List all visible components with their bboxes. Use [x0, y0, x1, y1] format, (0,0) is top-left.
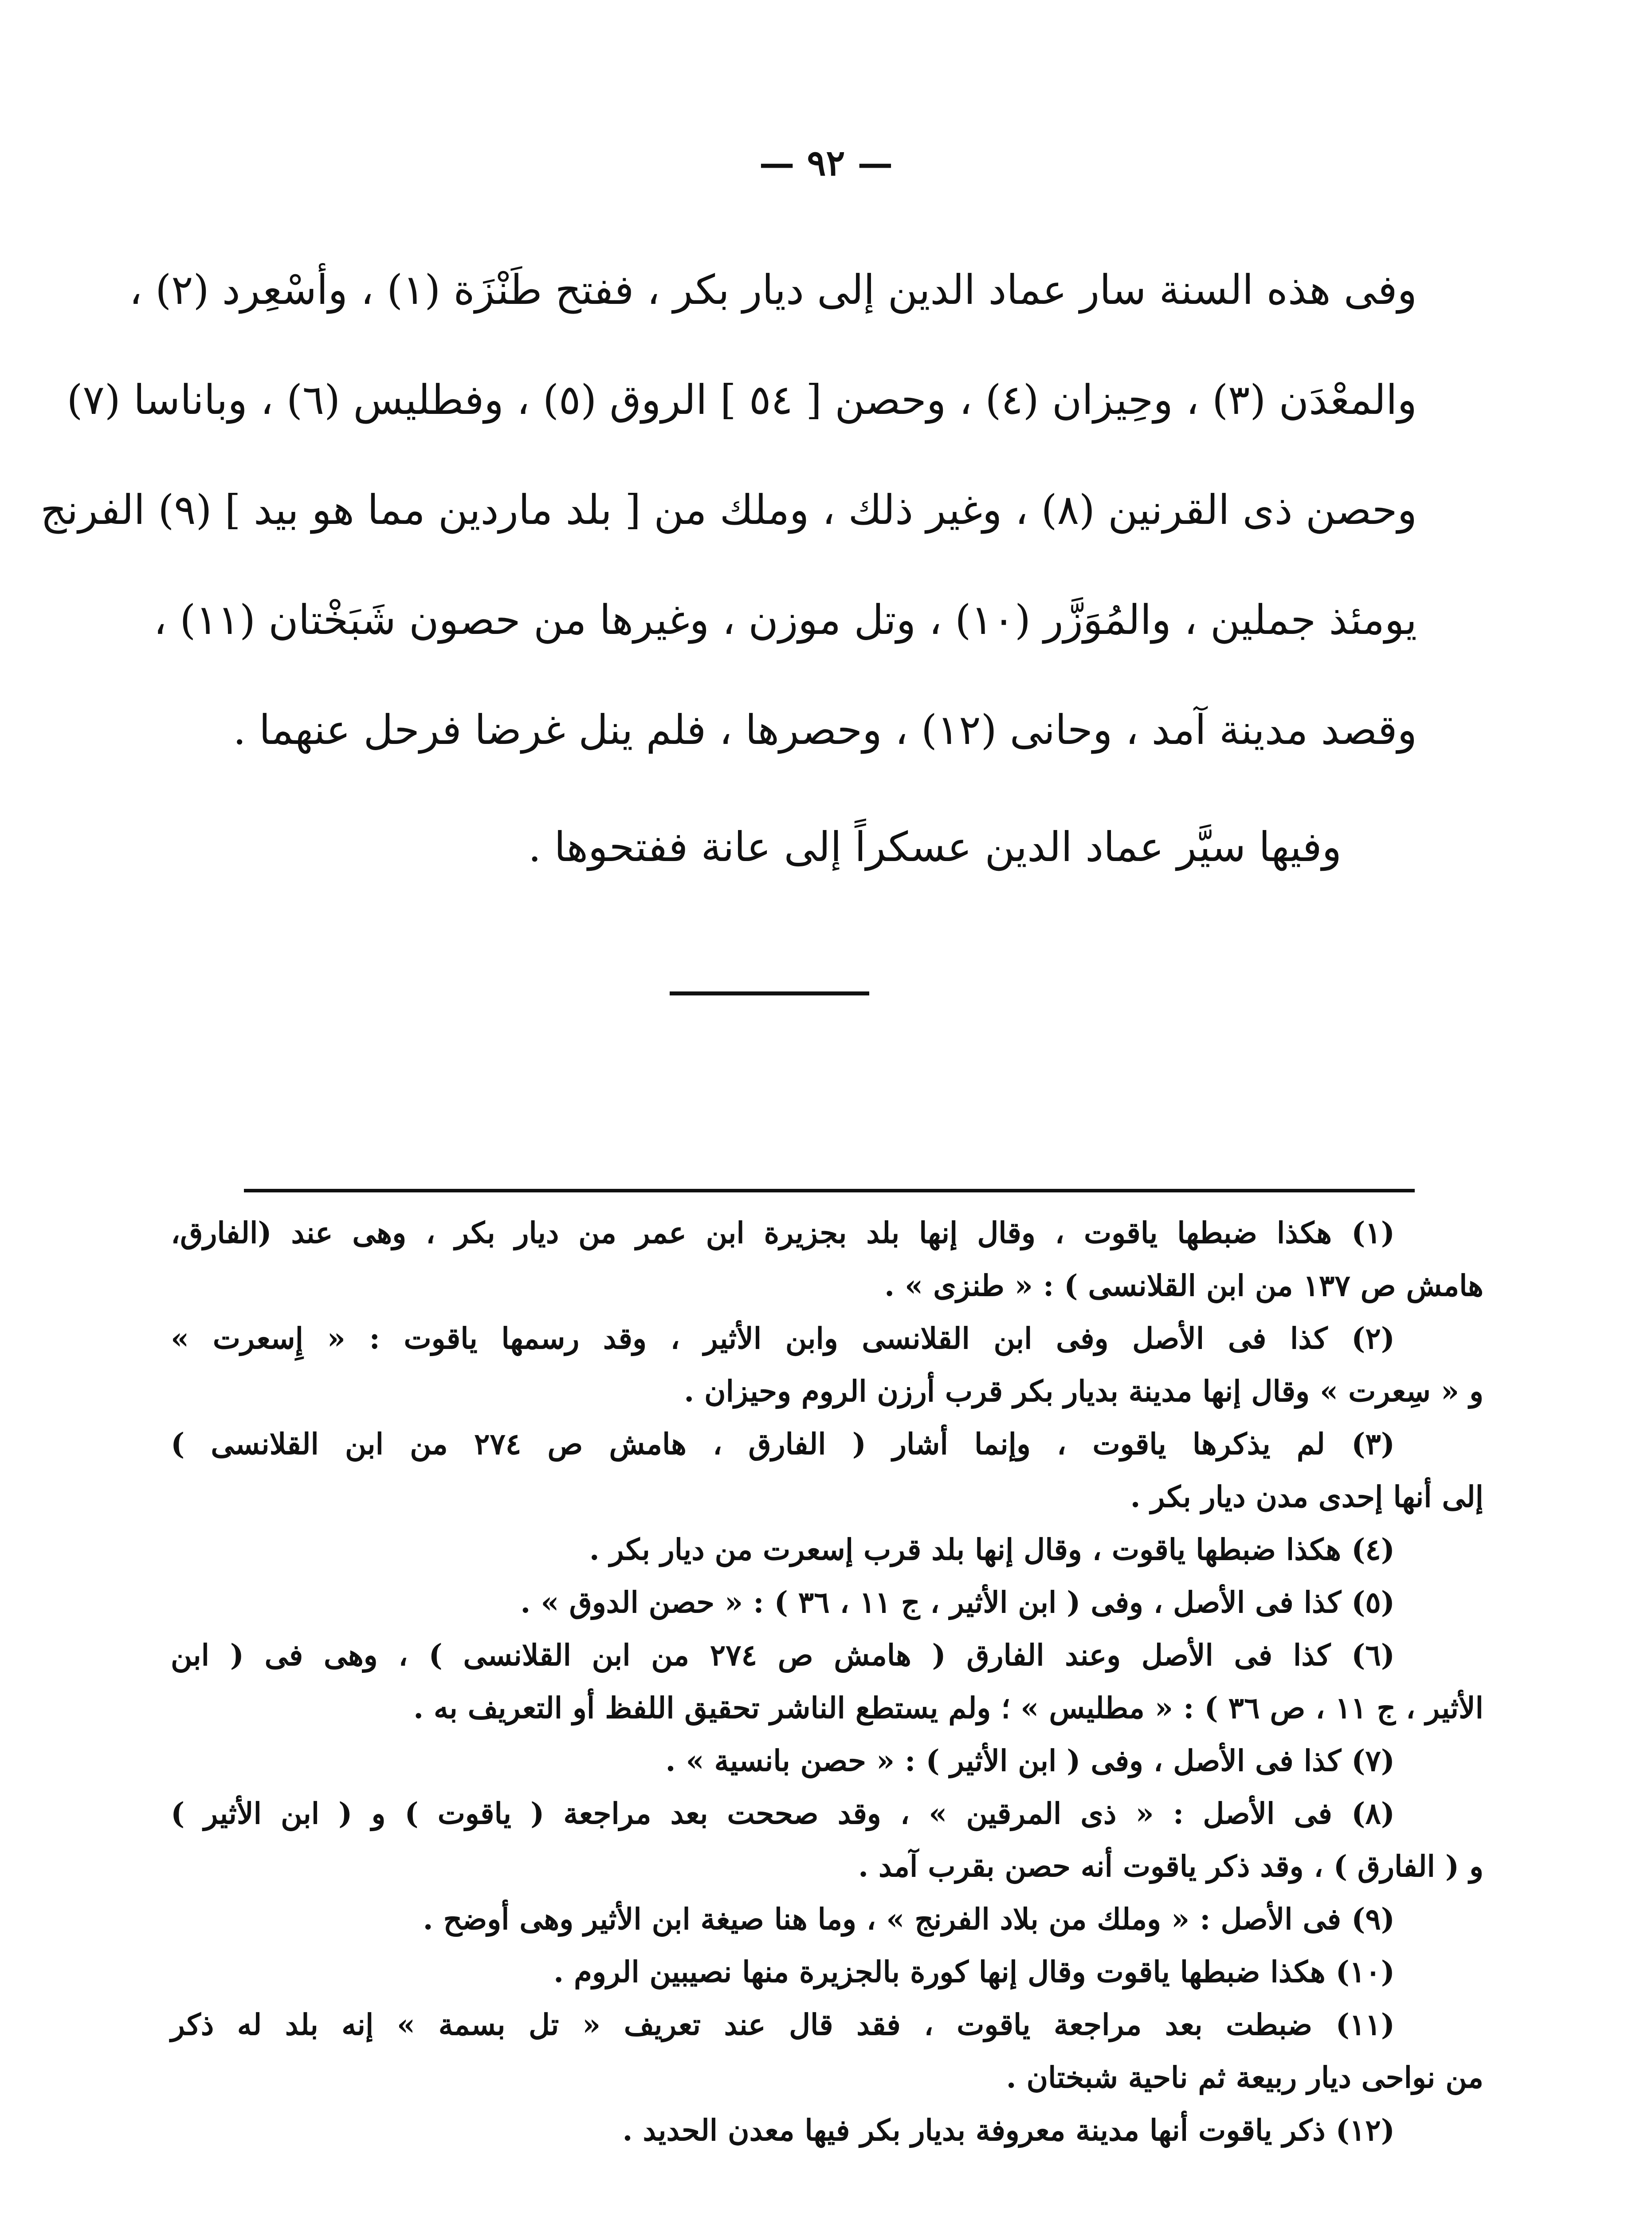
footnote-line: (١١) ضبطت بعد مراجعة ياقوت ، فقد قال عند تعريف « تل بسمة » إنه بلد له ذكر — [171, 2007, 1395, 2042]
main-line: يومئذ جملين ، والمُوَزَّر (١٠) ، وتل موزن ، وغيرها من حصون شَبَخْتان (١١) ، — [153, 596, 1417, 644]
main-line: وفى هذه السنة سار عماد الدين إلى ديار بكر ، ففتح طَنْزَة (١) ، وأسْعِرد (٢) ، — [129, 266, 1417, 314]
footnotes — [171, 1207, 1483, 2157]
footnote-line: (٣) لم يذكرها ياقوت ، وإنما أشار ( الفارق ، هامش ص ٢٧٤ من ابن القلانسى ) — [171, 1427, 1395, 1461]
footnote-line: (٧) كذا فى الأصل ، وفى ( ابن الأثير ) : « حصن بانسية » . — [665, 1743, 1395, 1778]
section-divider — [670, 991, 869, 995]
footnote-line: هامش ص ١٣٧ من ابن القلانسى ) : « طنزى » . — [884, 1268, 1483, 1303]
footnote-line: (٤) هكذا ضبطها ياقوت ، وقال إنها بلد قرب إسعرت من ديار بكر . — [589, 1532, 1395, 1567]
footnote-line: و ( الفارق ) ، وقد ذكر ياقوت أنه حصن بقرب آمد . — [858, 1849, 1483, 1884]
footnote-line: و « سِعرت » وقال إنها مدينة بديار بكر قرب أرزن الروم وحيزان . — [684, 1374, 1483, 1408]
footnote-line: (٥) كذا فى الأصل ، وفى ( ابن الأثير ، ج ١١ ، ٣٦ ) : « حصن الدوق » . — [520, 1585, 1395, 1620]
main-paragraph — [40, 235, 1417, 785]
footnote-line: (٦) كذا فى الأصل وعند الفارق ( هامش ص ٢٧٤ من ابن القلانسى ) ، وهى فى ( ابن — [171, 1638, 1395, 1672]
main-line: وقصد مدينة آمد ، وحانى (١٢) ، وحصرها ، فلم ينل غرضا فرحل عنهما . — [233, 706, 1417, 754]
footnote-line: (٩) فى الأصل : « وملك من بلاد الفرنج » ، وما هنا صيغة ابن الأثير وهى أوضح . — [423, 1902, 1395, 1936]
footnote-line: إلى أنها إحدى مدن ديار بكر . — [1130, 1479, 1483, 1514]
footnote-line: الأثير ، ج ١١ ، ص ٣٦ ) : « مطليس » ؛ ولم يستطع الناشر تحقيق اللفظ أو التعريف به . — [413, 1691, 1483, 1725]
main-paragraph-2: وفيها سيَّر عماد الدين عسكراً إلى عانة ففتحوها . — [528, 823, 1342, 871]
footnote-line: (١٠) هكذا ضبطها ياقوت وقال إنها كورة بالجزيرة منها نصيبين الروم . — [553, 1955, 1395, 1989]
footnote-line: من نواحى ديار ربيعة ثم ناحية شبختان . — [1006, 2060, 1483, 2095]
main-line: وحصن ذى القرنين (٨) ، وغير ذلك ، وملك من [ بلد ماردين مما هو بيد ] (٩) الفرنج — [40, 486, 1417, 534]
footnote-line: (٨) فى الأصل : « ذى المرقين » ، وقد صححت بعد مراجعة ( ياقوت ) و ( ابن الأثير ) — [171, 1796, 1395, 1831]
main-line: والمعْدَن (٣) ، وحِيزان (٤) ، وحصن [ ٥٤ ] الروق (٥) ، وفطليس (٦) ، وباناسا (٧) — [67, 376, 1417, 424]
footnote-divider — [244, 1189, 1415, 1192]
footnote-line: (١) هكذا ضبطها ياقوت ، وقال إنها بلد بجزيرة ابن عمر من ديار بكر ، وهى عند (الفارق، — [171, 1215, 1395, 1250]
footnote-line: (١٢) ذكر ياقوت أنها مدينة معروفة بديار بكر فيها معدن الحديد . — [622, 2113, 1395, 2147]
page-number: — ٩٢ — — [759, 142, 893, 184]
footnote-line: (٢) كذا فى الأصل وفى ابن القلانسى وابن الأثير ، وقد رسمها ياقوت : « إِسعرت » — [171, 1321, 1395, 1356]
